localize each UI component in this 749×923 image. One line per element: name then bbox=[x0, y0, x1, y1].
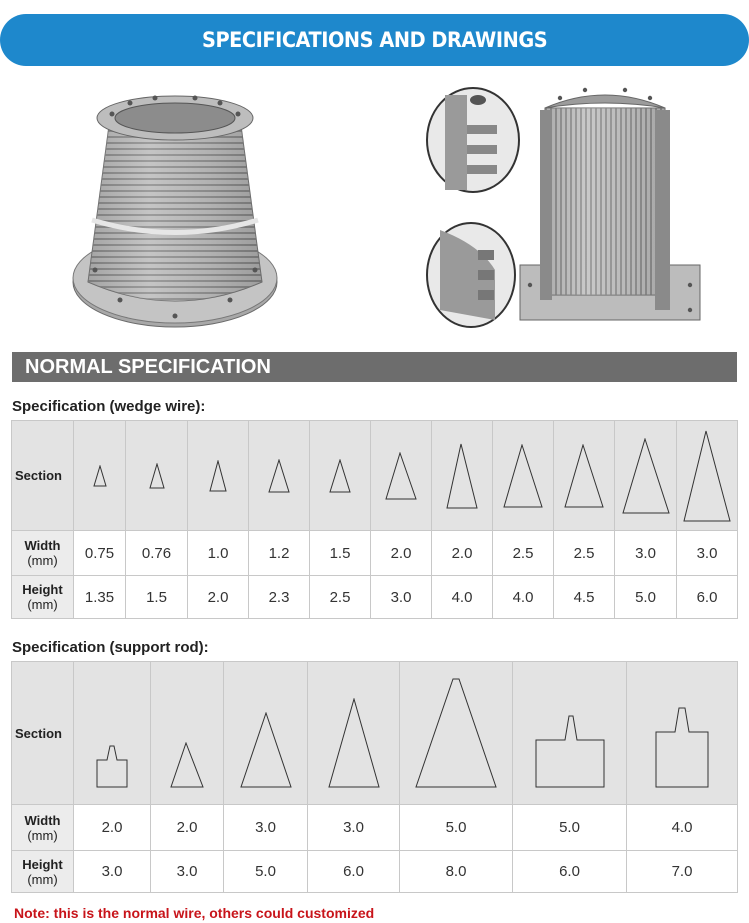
rod-width-cell: 5.0 bbox=[513, 805, 627, 851]
wedge-profile-8 bbox=[493, 421, 554, 531]
wedge-profile-7 bbox=[432, 421, 493, 531]
rod-height-cell: 3.0 bbox=[151, 851, 224, 893]
rod-height-cell: 7.0 bbox=[627, 851, 738, 893]
wedge-width-cell: 1.2 bbox=[249, 531, 310, 576]
wedge-detail-top bbox=[427, 88, 519, 192]
rod-height-cell: 6.0 bbox=[308, 851, 400, 893]
rod-width-cell: 3.0 bbox=[224, 805, 308, 851]
rod-profile-6 bbox=[513, 662, 627, 805]
wedge-profile-6 bbox=[371, 421, 432, 531]
support-rod-table bbox=[11, 661, 738, 893]
wedge-width-cell: 3.0 bbox=[615, 531, 677, 576]
normal-specification-bar bbox=[12, 352, 737, 382]
wedge-height-cell: 4.0 bbox=[432, 576, 493, 619]
rod-profile-5 bbox=[400, 662, 513, 805]
wedge-wire-table bbox=[11, 420, 738, 619]
wedge-detail-bottom bbox=[427, 223, 515, 327]
wedge-profile-11 bbox=[677, 421, 738, 531]
section-label: Section bbox=[12, 662, 74, 805]
wedge-wire-title: Specification (wedge wire): bbox=[12, 398, 206, 415]
rod-width-cell: 3.0 bbox=[308, 805, 400, 851]
rod-width-cell: 2.0 bbox=[151, 805, 224, 851]
wedge-profile-9 bbox=[554, 421, 615, 531]
wedge-height-cell: 2.5 bbox=[310, 576, 371, 619]
rod-width-row bbox=[12, 805, 738, 851]
cylinder-cutaway-drawing bbox=[520, 88, 700, 320]
wedge-height-cell: 6.0 bbox=[677, 576, 738, 619]
rod-width-cell: 2.0 bbox=[74, 805, 151, 851]
wedge-profile-10 bbox=[615, 421, 677, 531]
wedge-height-cell: 3.0 bbox=[371, 576, 432, 619]
customization-note: Note: this is the normal wire, others could customized bbox=[14, 905, 375, 921]
rod-profile-4 bbox=[308, 662, 400, 805]
rod-profile-1 bbox=[74, 662, 151, 805]
wedge-height-cell: 4.5 bbox=[554, 576, 615, 619]
wedge-height-cell: 2.0 bbox=[188, 576, 249, 619]
wedge-profile-2 bbox=[126, 421, 188, 531]
wedge-width-cell: 1.0 bbox=[188, 531, 249, 576]
rod-height-cell: 6.0 bbox=[513, 851, 627, 893]
wedge-width-row bbox=[12, 531, 738, 576]
height-label: Height (mm) bbox=[12, 576, 74, 619]
rod-height-cell: 5.0 bbox=[224, 851, 308, 893]
rod-width-cell: 4.0 bbox=[627, 805, 738, 851]
wedge-width-cell: 2.5 bbox=[493, 531, 554, 576]
rod-width-cell: 5.0 bbox=[400, 805, 513, 851]
rod-height-cell: 8.0 bbox=[400, 851, 513, 893]
conical-basket-drawing bbox=[73, 96, 277, 328]
wedge-width-cell: 2.0 bbox=[371, 531, 432, 576]
wedge-height-cell: 5.0 bbox=[615, 576, 677, 619]
title-banner bbox=[0, 14, 749, 66]
wedge-width-cell: 0.76 bbox=[126, 531, 188, 576]
support-rod-title: Specification (support rod): bbox=[12, 639, 209, 656]
wedge-height-row bbox=[12, 576, 738, 619]
wedge-width-cell: 2.0 bbox=[432, 531, 493, 576]
height-label: Height (mm) bbox=[12, 851, 74, 893]
width-label: Width (mm) bbox=[12, 531, 74, 576]
wedge-height-cell: 2.3 bbox=[249, 576, 310, 619]
rod-profile-3 bbox=[224, 662, 308, 805]
wedge-height-cell: 4.0 bbox=[493, 576, 554, 619]
width-label: Width (mm) bbox=[12, 805, 74, 851]
wedge-height-cell: 1.35 bbox=[74, 576, 126, 619]
wedge-profile-1 bbox=[74, 421, 126, 531]
rod-profile-7 bbox=[627, 662, 738, 805]
wedge-width-cell: 1.5 bbox=[310, 531, 371, 576]
product-images bbox=[0, 70, 749, 345]
banner-title: SPECIFICATIONS AND DRAWINGS bbox=[201, 28, 548, 52]
wedge-width-cell: 2.5 bbox=[554, 531, 615, 576]
wedge-profile-5 bbox=[310, 421, 371, 531]
section-label: Section bbox=[12, 421, 74, 531]
wedge-height-cell: 1.5 bbox=[126, 576, 188, 619]
wedge-profile-3 bbox=[188, 421, 249, 531]
rod-height-cell: 3.0 bbox=[74, 851, 151, 893]
wedge-section-row bbox=[12, 421, 738, 531]
wedge-width-cell: 3.0 bbox=[677, 531, 738, 576]
normal-specification-title: NORMAL SPECIFICATION bbox=[25, 355, 271, 378]
rod-profile-2 bbox=[151, 662, 224, 805]
rod-height-row bbox=[12, 851, 738, 893]
wedge-profile-4 bbox=[249, 421, 310, 531]
wedge-width-cell: 0.75 bbox=[74, 531, 126, 576]
rod-section-row bbox=[12, 662, 738, 805]
